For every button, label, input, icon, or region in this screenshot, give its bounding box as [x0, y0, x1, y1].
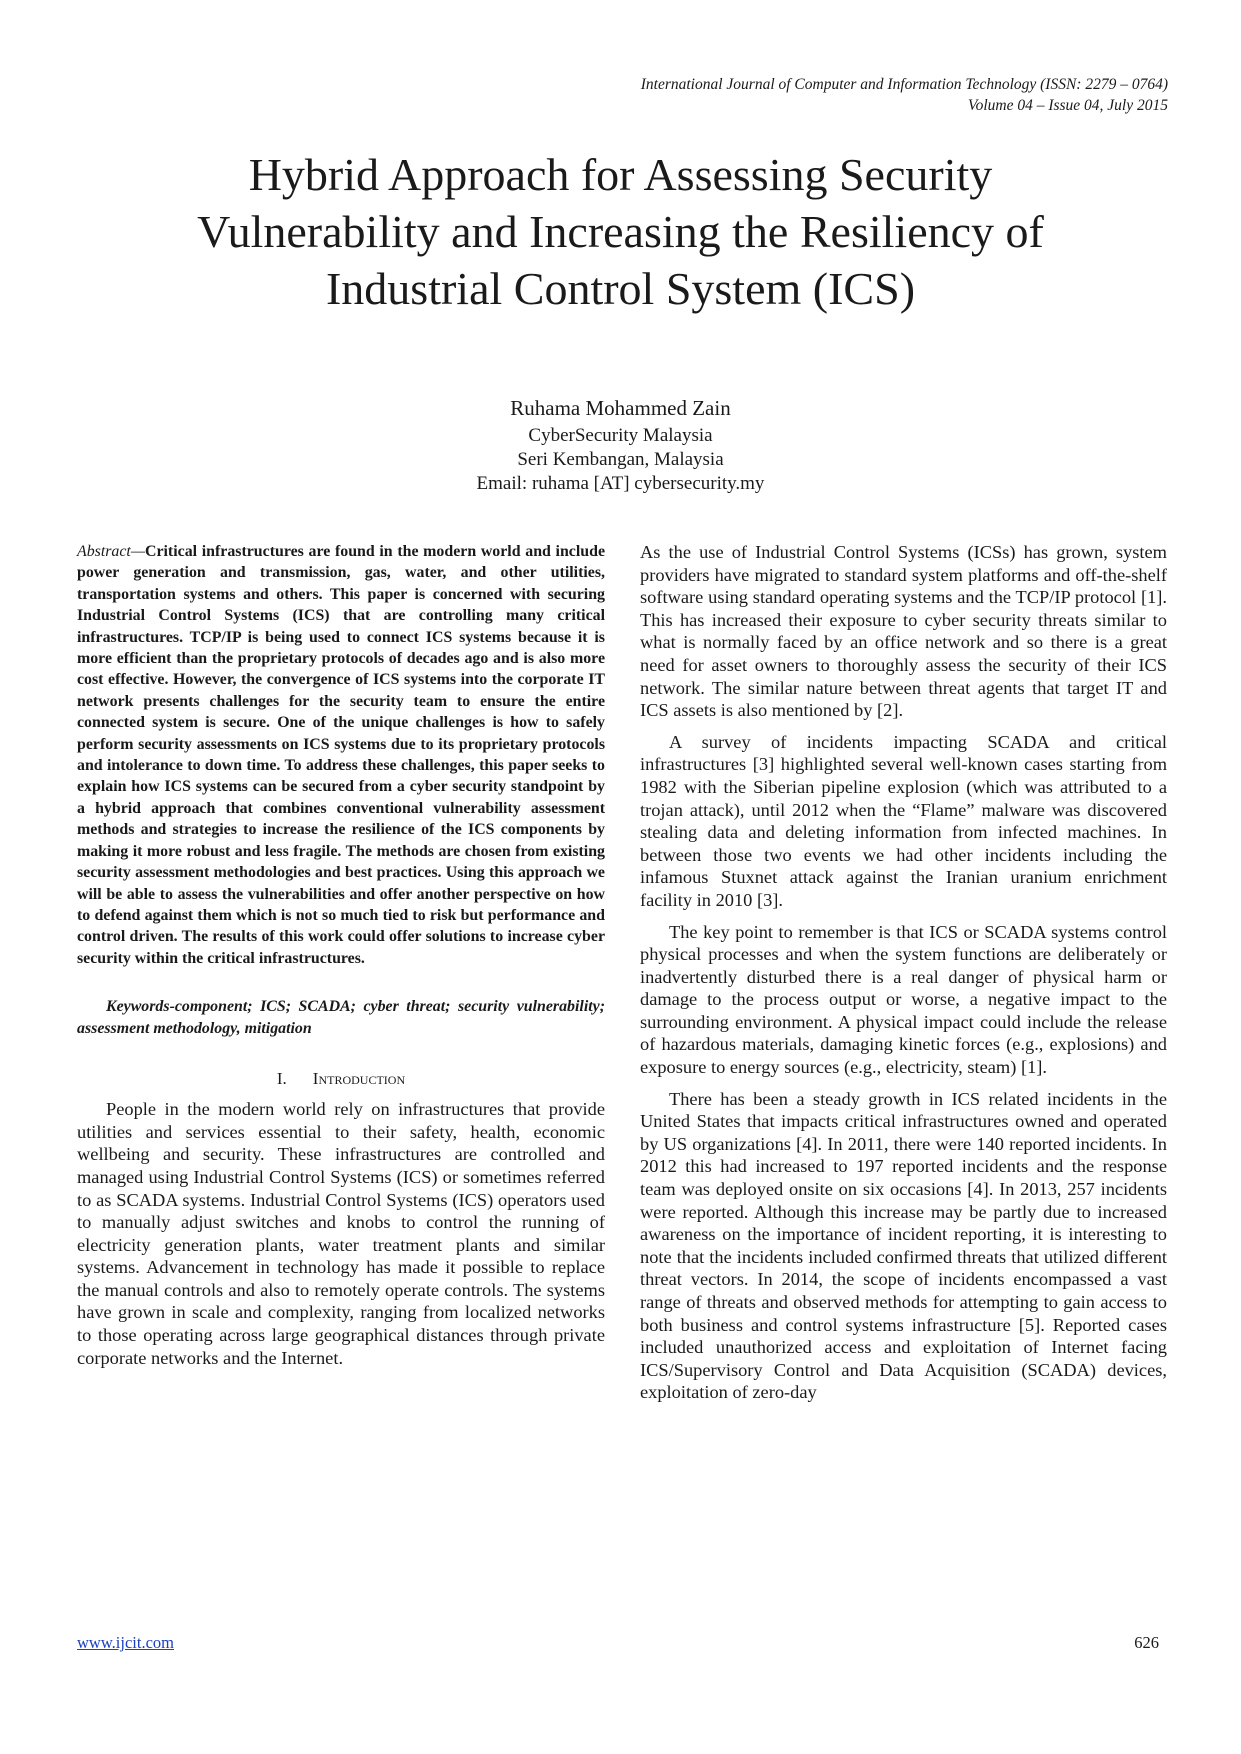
title-line-1: Hybrid Approach for Assessing Security	[248, 149, 993, 200]
title-line-3: Industrial Control System (ICS)	[325, 263, 916, 314]
abstract-text: Critical infrastructures are found in the modern world and include power generation and transmission, gas, water, and other utilities, transportation systems and others. This paper is concerned with securing Industrial Control Systems (ICS) that are controlling many critical infrastructures. TCP/IP is being used to connect ICS systems because it is more efficient than the proprietary protocols of decades ago and is also more cost effective. However, the convergence of ICS systems into the corporate IT network presents challenges for the security team to ensure the entire connected system is secure. One of the unique challenges is how to safely perform security assessments on ICS systems due to its proprietary protocols and intolerance to down time. To address these challenges, this paper seeks to explain how ICS systems can be secured from a cyber security standpoint by a hybrid approach that combines conventional vulnerability assessment methods and strategies to increase the resilience of the ICS components by making it more robust and less fragile. The methods are chosen from existing security assessment methodologies and best practices. Using this approach we will be able to assess the vulnerabilities and offer another perspective on how to defend against them which is not so much tied to risk but performance and control driven. The results of this work could offer solutions to increase cyber security within the critical infrastructures.	[77, 543, 605, 967]
section-heading-introduction	[77, 1069, 605, 1089]
abstract	[77, 541, 605, 969]
section-title: Introduction	[312, 1069, 406, 1089]
right-paragraph-2: A survey of incidents impacting SCADA and critical infrastructures [3] highlighted several well-known cases starting from 1982 with the Siberian pipeline explosion (which was attributed to a trojan attack), until 2012 when the “Flame” malware was discovered stealing data and deleting information from infected machines. In between those two events we had other incidents including the infamous Stuxnet attack against the Iranian uranium enrichment facility in 2010 [3].	[640, 731, 1167, 910]
author-location: Seri Kembangan, Malaysia	[517, 449, 724, 470]
page-number: 626	[1134, 1633, 1159, 1652]
journal-issue-line: Volume 04 – Issue 04, July 2015	[967, 97, 1168, 114]
journal-title-line: International Journal of Computer and Information Technology (ISSN: 2279 – 0764)	[640, 76, 1168, 93]
right-paragraph-3: The key point to remember is that ICS or SCADA systems control physical processes and when the system functions are deliberately or inadvertently disturbed there is a real danger of physical harm or damage to the process output or worse, a negative impact to the surrounding environment. A physical impact could include the release of hazardous materials, damaging kinetic forces (e.g., explosions) and exposure to energy sources (e.g., electricity, steam) [1].	[640, 921, 1167, 1078]
author-name: Ruhama Mohammed Zain	[510, 396, 731, 420]
left-column	[77, 541, 605, 1378]
intro-paragraph-1: People in the modern world rely on infrastructures that provide utilities and services essential to their safety, health, economic wellbeing and security. These infrastructures are controlled and managed using Industrial Control Systems (ICS) or sometimes referred to as SCADA systems. Industrial Control Systems (ICS) operators used to manually adjust switches and knobs to control the running of electricity generation plants, water treatment plants and similar systems. Advancement in technology has made it possible to replace the manual controls and also to remotely operate controls. The systems have grown in scale and complexity, ranging from localized networks to those operating across large geographical distances through private corporate networks and the Internet.	[77, 1099, 605, 1368]
right-paragraph-1: As the use of Industrial Control Systems (ICSs) has grown, system providers have migrated to standard system platforms and off-the-shelf software using standard operating systems and the TCP/IP protocol [1]. This has increased their exposure to cyber security threats similar to what is normally faced by an office network and so there is a great need for asset owners to thoroughly assess the security of their ICS network. The similar nature between threat agents that target IT and ICS assets is also mentioned by [2].	[640, 542, 1167, 721]
abstract-lead: Abstract—	[77, 543, 145, 560]
journal-header	[641, 74, 1168, 116]
author-block	[0, 392, 1241, 496]
footer-website-link[interactable]: www.ijcit.com	[77, 1633, 174, 1652]
right-column	[640, 541, 1167, 1413]
right-paragraph-4: There has been a steady growth in ICS related incidents in the United States that impacts critical infrastructures owned and operated by US organizations [4]. In 2011, there were 140 reported incidents. In 2012 this had increased to 197 reported incidents and the response team was deployed onsite on six occasions [4]. In 2013, 257 incidents were reported. Although this increase may be partly due to increased awareness on the importance of incident reporting, it is interesting to note that the incidents included confirmed threats that utilized different threat vectors. In 2014, the scope of incidents encompassed a vast range of threats and observed methods for attempting to gain access to both business and control systems infrastructure [5]. Reported cases included unauthorized access and exploitation of Internet facing ICS/Supervisory Control and Data Acquisition (SCADA) devices, exploitation of zero-day	[640, 1088, 1167, 1403]
section-number: I.	[276, 1069, 287, 1089]
title-line-2: Vulnerability and Increasing the Resiliency of	[197, 206, 1044, 257]
paper-title	[100, 146, 1141, 317]
author-affiliation: CyberSecurity Malaysia	[528, 425, 713, 446]
keywords: Keywords-component; ICS; SCADA; cyber threat; security vulnerability; assessment methodology, mitigation	[77, 998, 605, 1038]
author-email: Email: ruhama [AT] cybersecurity.my	[476, 473, 765, 494]
